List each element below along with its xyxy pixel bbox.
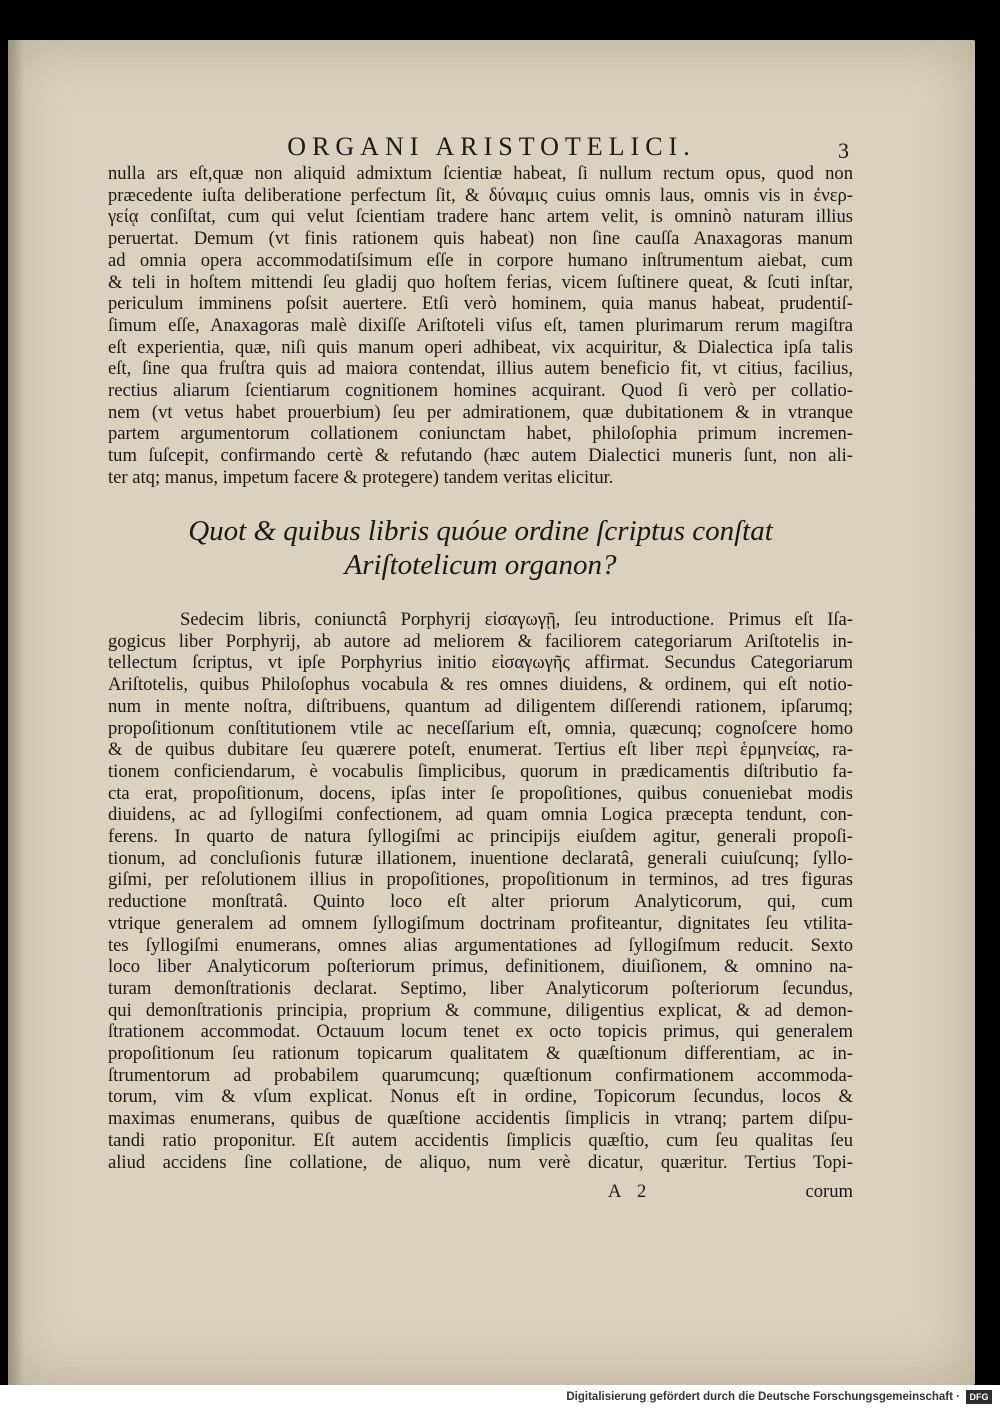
running-head: ORGANI ARISTOTELICI. bbox=[287, 132, 696, 161]
text-line: num in mente noſtra, diſtribuens, quantum ad diligentem diſſerendi rationem, ipſarumq; bbox=[108, 695, 853, 717]
text-line: Ariſtotelis, quibus Philoſophus vocabula & res omnes diuidens, & ordinem, qui eſt notio- bbox=[108, 674, 853, 696]
book-page bbox=[8, 40, 975, 1385]
funding-credit-text: Digitalisierung gefördert durch die Deutsche Forschungsgemeinschaft · bbox=[566, 1391, 960, 1403]
text-line: tandi ratio proponitur. Eſt autem accidentis ſimplicis quæſtio, cum ſeu qualitas ſeu bbox=[108, 1129, 853, 1151]
paragraph-2 bbox=[108, 609, 853, 1173]
text-line: nem (vt vetus habet prouerbium) ſeu per admirationem, quæ dubitationem & in vtranque bbox=[108, 401, 853, 423]
text-line: Sedecim libris, coniunctâ Porphyrij εἰσαγωγῇ, ſeu introductione. Primus eſt Iſa- bbox=[180, 609, 853, 630]
text-line: gogicus liber Porphyrij, ab autore ad meliorem & faciliorem categoriarum Ariſtotelis in- bbox=[108, 630, 853, 652]
text-line: maximas enumerans, quibus de quæſtione accidentis ſimplicis in vtranq; partem diſpu- bbox=[108, 1108, 853, 1130]
text-line: partem argumentorum collationem coniunctam habet, philoſophia primum incremen- bbox=[108, 423, 853, 445]
text-line: & teli in hoſtem mittendi ſeu gladij quo hoſtem ferias, vicem ſuſtinere queat, & ſcuti inſtar, bbox=[108, 271, 853, 293]
text-line: præcedente iuſta deliberatione perfectum ſit, & δύναμις cuius omnis laus, omnis vis in ἐνερ- bbox=[108, 184, 853, 206]
text-line: tionem conficiendarum, è vocabulis ſimplicibus, quorum in prædicamentis diſtributio fa- bbox=[108, 760, 853, 782]
funding-credit-bar bbox=[0, 1385, 1000, 1412]
dfg-logo-icon: DFG bbox=[966, 1390, 992, 1404]
text-line: turam demonſtrationis declarat. Septimo, liber Analyticorum poſteriorum ſecundus, bbox=[108, 977, 853, 999]
text-line: propoſitionum conſtitutionem vtile ac neceſſarium eſt, omnia, quæcunq; cognoſcere homo bbox=[108, 717, 853, 739]
page-number: 3 bbox=[838, 138, 849, 163]
text-line: vtrique generalem ad omnem ſyllogiſmum doctrinam profiteantur, dignitates ſeu vtilita- bbox=[108, 912, 853, 934]
text-line: ad omnia opera accommodatiſsimum eſſe in corpore humano inſtrumentum aiebat, cum bbox=[108, 249, 853, 271]
text-line: diuidens, ac ad ſyllogiſmi confectionem, ad quam omnia Logica præcepta tendunt, con- bbox=[108, 804, 853, 826]
text-line: propoſitionum ſeu rationum topicarum qualitatem & quæſtionum differentiam, ac in- bbox=[108, 1043, 853, 1065]
catchword: corum bbox=[805, 1181, 853, 1202]
text-line: γείᾳ conſiſtat, cum qui velut ſcientiam tradere hanc artem velit, is omninò naturam illius bbox=[108, 206, 853, 228]
text-line: aliud accidens ſine collatione, de aliquo, num verè dicatur, quæritur. Tertius Topi- bbox=[108, 1151, 853, 1173]
text-line: eſt, ſine qua fruſtra quis ad maiora contendat, illius autem beneficio fit, vt citius, facilius, bbox=[108, 358, 853, 380]
text-line: tionum, ad concluſionis futuræ illationem, inuentione declaratâ, generali cuiuſcunq; ſyllo- bbox=[108, 847, 853, 869]
heading-line: Ariſtotelicum organon? bbox=[344, 549, 617, 581]
text-line: ferens. In quarto de natura ſyllogiſmi ac principijs eiuſdem agitur, generali propoſi- bbox=[108, 826, 853, 848]
text-line: tes ſyllogiſmi enumerans, omnes alias argumentationes ad ſyllogiſmum reducit. Sexto bbox=[108, 934, 853, 956]
text-line: cta erat, propoſitionum, docens, ipſas inter ſe propoſitiones, quibus conueniebat modis bbox=[108, 782, 853, 804]
text-line: tellectum ſcriptus, vt ipſe Porphyrius initio εἰσαγωγῆς affirmat. Secundus Categoriarum bbox=[108, 652, 853, 674]
text-line: qui demonſtrationis principia, proprium & commune, diligentius explicat, & ad demon- bbox=[108, 999, 853, 1021]
text-line: & de quibus dubitare ſeu quærere poteſt, enumerat. Tertius eſt liber περὶ ἑρμηνείας, ra- bbox=[108, 739, 853, 761]
text-line: giſmi, per reſolutionem illius in propoſitiones, propoſitionum in terminos, ad tres figuras bbox=[108, 869, 853, 891]
text-line: peruertat. Demum (vt finis rationem quis habeat) non ſine cauſſa Anaxagoras manum bbox=[108, 228, 853, 250]
text-line: ter atq; manus, impetum facere & protegere) tandem veritas elicitur. bbox=[108, 466, 614, 488]
text-line: ſimum eſſe, Anaxagoras malè dixiſſe Ariſtoteli viſus eſt, tamen plurimarum rerum magiſtra bbox=[108, 314, 853, 336]
heading-line: Quot & quibus libris quóue ordine ſcriptus conſtat bbox=[188, 515, 773, 547]
text-line: nulla ars eſt,quæ non aliquid admixtum ſcientiæ habeat, ſi nullum rectum opus, quod non bbox=[108, 163, 853, 184]
paragraph-1 bbox=[108, 163, 853, 489]
text-line: eſt experientia, quæ, niſi quis manum operi adhibeat, vix acquiritur, & Dialectica ipſa talis bbox=[108, 336, 853, 358]
text-line: ſtrationem accommodat. Octauum locum tenet ex octo topicis primus, qui generalem bbox=[108, 1021, 853, 1043]
section-heading bbox=[108, 514, 853, 582]
text-line: periculum imminens poſsit auertere. Etſi verò hominem, quia manus habeat, prudentiſ- bbox=[108, 293, 853, 315]
text-line: loco liber Analyticorum poſteriorum primus, definitionem, diuiſionem, & omnino na- bbox=[108, 956, 853, 978]
text-line: torum, vim & vſum explicat. Nonus eſt in ordine, Topicorum ſecundus, locos & bbox=[108, 1086, 853, 1108]
text-line: reductione monſtratâ. Quinto loco eſt alter priorum Analyticorum, qui, cum bbox=[108, 891, 853, 913]
text-line: rectius aliarum ſcientiarum cognitionem homines acquirant. Quod ſi verò per collatio- bbox=[108, 380, 853, 402]
text-line: ſtrumentorum ad probabilem quarumcunq; quæſtionum confirmationem accommoda- bbox=[108, 1064, 853, 1086]
signature-mark: A 2 bbox=[608, 1181, 653, 1202]
text-line: tum ſuſcepit, confirmando certè & refutando (hæc autem Dialectici muneris ſunt, non ali- bbox=[108, 445, 853, 467]
